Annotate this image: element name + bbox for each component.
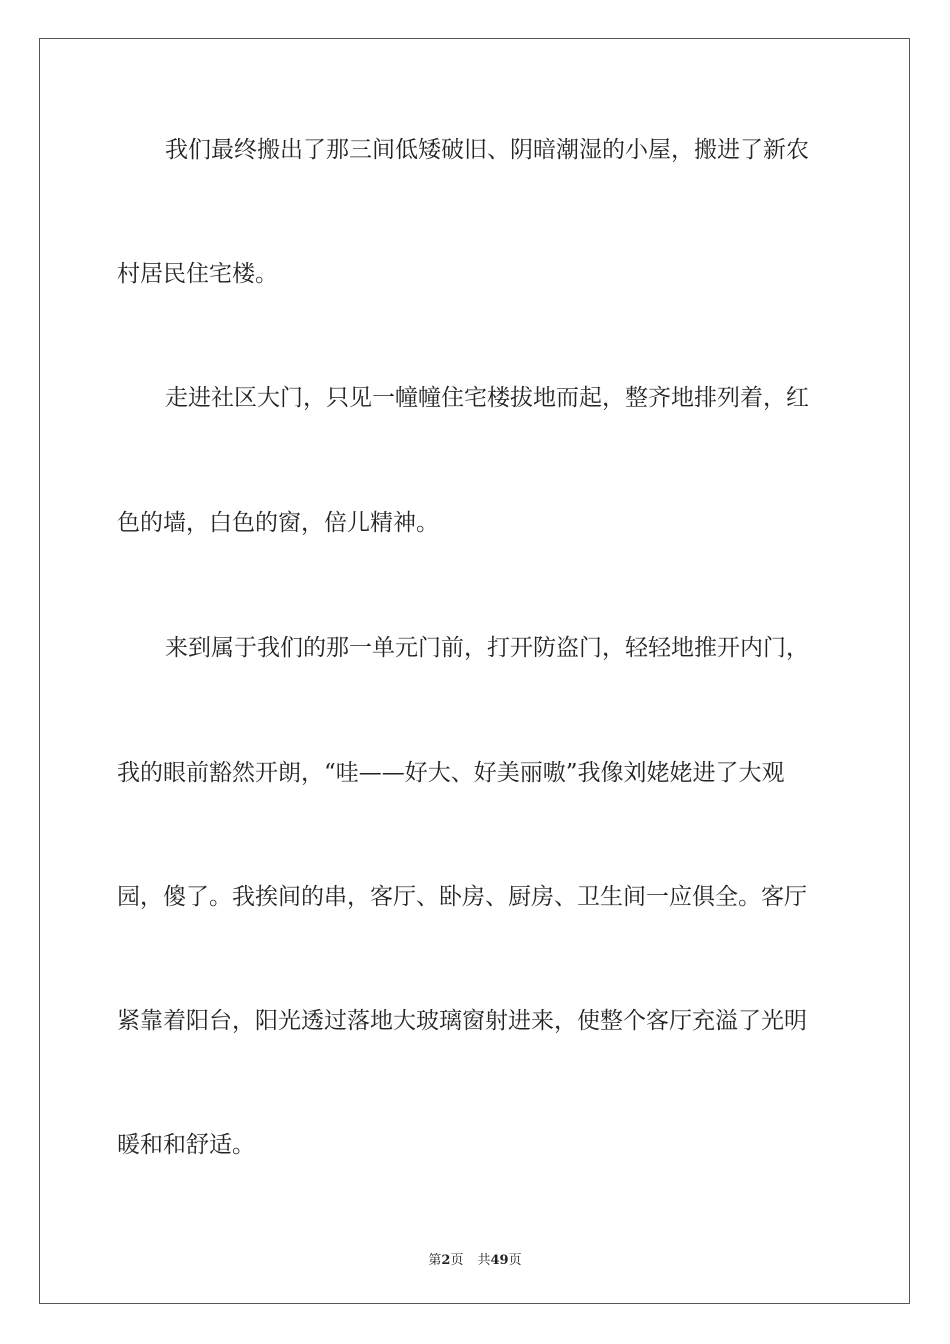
page-frame xyxy=(39,38,910,1304)
paragraph-2-line-2: 色的墙，白色的窗，倍儿精神。 xyxy=(117,510,439,536)
page-prefix: 第 xyxy=(428,1253,442,1268)
page-footer xyxy=(0,1249,950,1268)
paragraph-3-line-2: 我的眼前豁然开朗，“哇——好大、好美丽嗷”我像刘姥姥进了大观 xyxy=(117,760,785,786)
total-pages: 49 xyxy=(490,1253,509,1268)
paragraph-3-line-4: 紧靠着阳台，阳光透过落地大玻璃窗射进来，使整个客厅充溢了光明 xyxy=(117,1008,807,1034)
total-suffix: 页 xyxy=(508,1253,522,1268)
paragraph-2-line-1: 走进社区大门，只见一幢幢住宅楼拔地而起，整齐地排列着，红 xyxy=(165,385,809,411)
total-prefix: 共 xyxy=(477,1253,491,1268)
paragraph-3-line-3: 园，傻了。我挨间的串，客厅、卧房、厨房、卫生间一应俱全。客厅 xyxy=(117,884,807,910)
paragraph-1-line-1: 我们最终搬出了那三间低矮破旧、阴暗潮湿的小屋，搬进了新农 xyxy=(165,137,809,163)
paragraph-3-line-1: 来到属于我们的那一单元门前，打开防盗门，轻轻地推开内门， xyxy=(165,635,809,661)
page-number: 2 xyxy=(441,1253,451,1268)
page-suffix: 页 xyxy=(450,1253,464,1268)
paragraph-1-line-2: 村居民住宅楼。 xyxy=(117,261,278,287)
paragraph-3-line-5: 暖和和舒适。 xyxy=(117,1132,255,1158)
